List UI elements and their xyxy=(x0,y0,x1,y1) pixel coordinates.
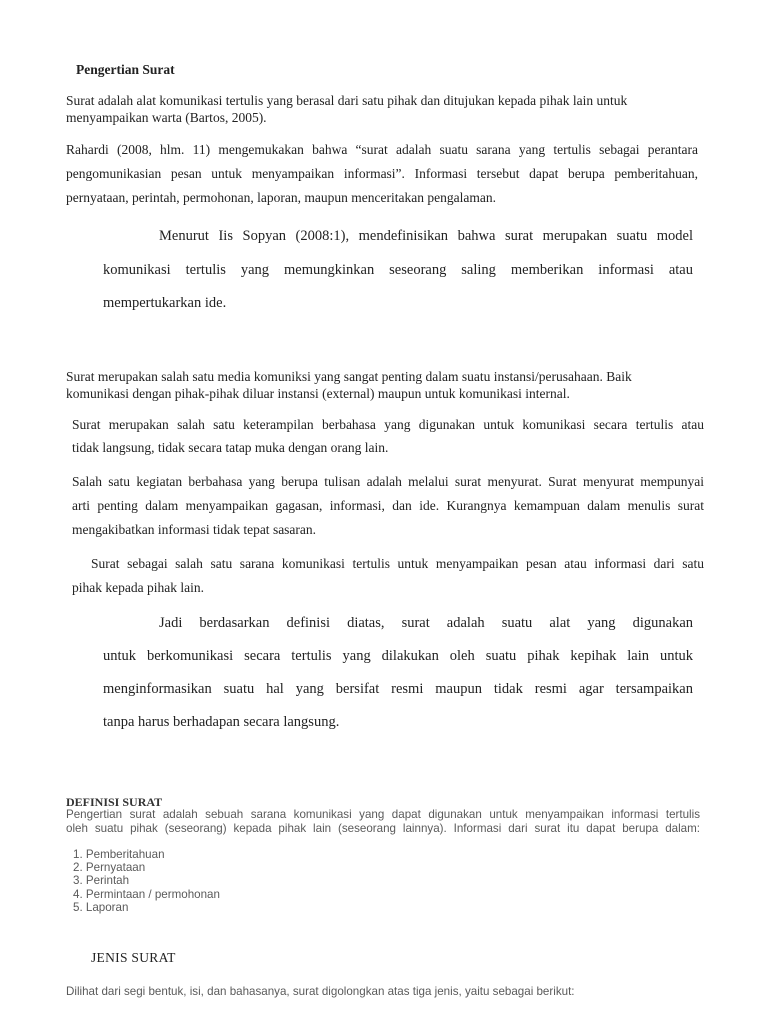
section-heading-jenis: JENIS SURAT xyxy=(91,950,176,965)
list-item: 2. Pernyataan xyxy=(73,861,146,875)
text-line: Salah satu kegiatan berbahasa yang berupa tulisan adalah melalui surat menyurat. Surat menyurat mempunyai xyxy=(72,474,704,489)
paragraph-sarana-komunikasi xyxy=(72,552,704,600)
text-line: Rahardi (2008, hlm. 11) mengemukakan bahwa “surat adalah suatu sarana yang tertulis sebagai perantara xyxy=(66,142,698,157)
text-line: tanpa harus berhadapan secara langsung. xyxy=(103,714,340,730)
paragraph-keterampilan xyxy=(72,413,704,459)
text-line: mempertukarkan ide. xyxy=(103,295,227,311)
list-item: 3. Perintah xyxy=(73,874,130,888)
text-line: oleh suatu pihak (seseorang) kepada pihak lain (seseorang lainnya). Informasi dari surat itu dapat berupa dalam: xyxy=(66,822,700,835)
text-line: tidak langsung, tidak secara tatap muka dengan orang lain. xyxy=(72,440,389,455)
text-line: komunikasi dengan pihak-pihak diluar instansi (external) maupun untuk komunikasi internal. xyxy=(66,386,570,401)
text-line: untuk berkomunikasi secara tertulis yang dilakukan oleh suatu pihak kepihak lain untuk xyxy=(103,648,693,664)
text-line: pihak kepada pihak lain. xyxy=(72,580,204,595)
list-item: 1. Pemberitahuan xyxy=(73,848,165,861)
text-line: arti penting dalam menyampaikan gagasan, informasi, dan ide. Kurangnya kemampuan dalam menulis surat xyxy=(72,498,704,513)
text-line: mengakibatkan informasi tidak tepat sasaran. xyxy=(72,522,317,537)
text-line: pernyataan, perintah, permohonan, laporan, maupun menceritakan pengalaman. xyxy=(66,190,496,205)
text-line: Menurut Iis Sopyan (2008:1), mendefinisikan bahwa surat merupakan suatu model xyxy=(159,228,693,244)
quote-kesimpulan xyxy=(103,607,693,739)
paragraph-definition-bartos xyxy=(66,92,680,126)
quote-iis-sopyan xyxy=(103,220,693,321)
list-item: 5. Laporan xyxy=(73,900,129,914)
paragraph-rahardi xyxy=(66,138,698,210)
text-line: menginformasikan suatu hal yang bersifat resmi maupun tidak resmi agar tersampaikan xyxy=(103,681,693,697)
list-item: 4. Permintaan / permohonan xyxy=(73,887,220,901)
text-line: pengomunikasian pesan untuk menyampaikan informasi”. Informasi tersebut dapat berupa pemberitahuan, xyxy=(66,166,698,181)
text-line: Surat adalah alat komunikasi tertulis yang berasal dari satu pihak dan ditujukan kepada pihak lain untuk xyxy=(66,93,628,108)
text-line: Jadi berdasarkan definisi diatas, surat adalah suatu alat yang digunakan xyxy=(159,615,693,631)
text-line: komunikasi tertulis yang memungkinkan seseorang saling memberikan informasi atau xyxy=(103,261,693,278)
section-heading-definisi: DEFINISI SURAT xyxy=(66,795,163,809)
paragraph-media-komunikasi xyxy=(66,368,686,402)
text-line: Surat merupakan salah satu media komuniksi yang sangat penting dalam suatu instansi/perusahaan. Baik xyxy=(66,369,632,384)
text-line: menyampaikan warta (Bartos, 2005). xyxy=(66,110,267,125)
paragraph-kegiatan-berbahasa xyxy=(72,470,704,542)
list-jenis-informasi xyxy=(73,848,220,914)
section-heading-pengertian: Pengertian Surat xyxy=(76,62,175,77)
text-line: Surat sebagai salah satu sarana komunikasi tertulis untuk menyampaikan pesan atau informasi dari satu xyxy=(91,556,704,571)
text-line: Surat merupakan salah satu keterampilan berbahasa yang digunakan untuk komunikasi secara tertulis atau xyxy=(72,417,704,432)
text-line: Pengertian surat adalah sebuah sarana komunikasi yang dapat digunakan untuk menyampaikan informasi tertulis xyxy=(66,808,700,821)
paragraph-definisi xyxy=(66,808,700,836)
paragraph-jenis: Dilihat dari segi bentuk, isi, dan bahasanya, surat digolongkan atas tiga jenis, yaitu sebagai berikut: xyxy=(66,985,575,998)
